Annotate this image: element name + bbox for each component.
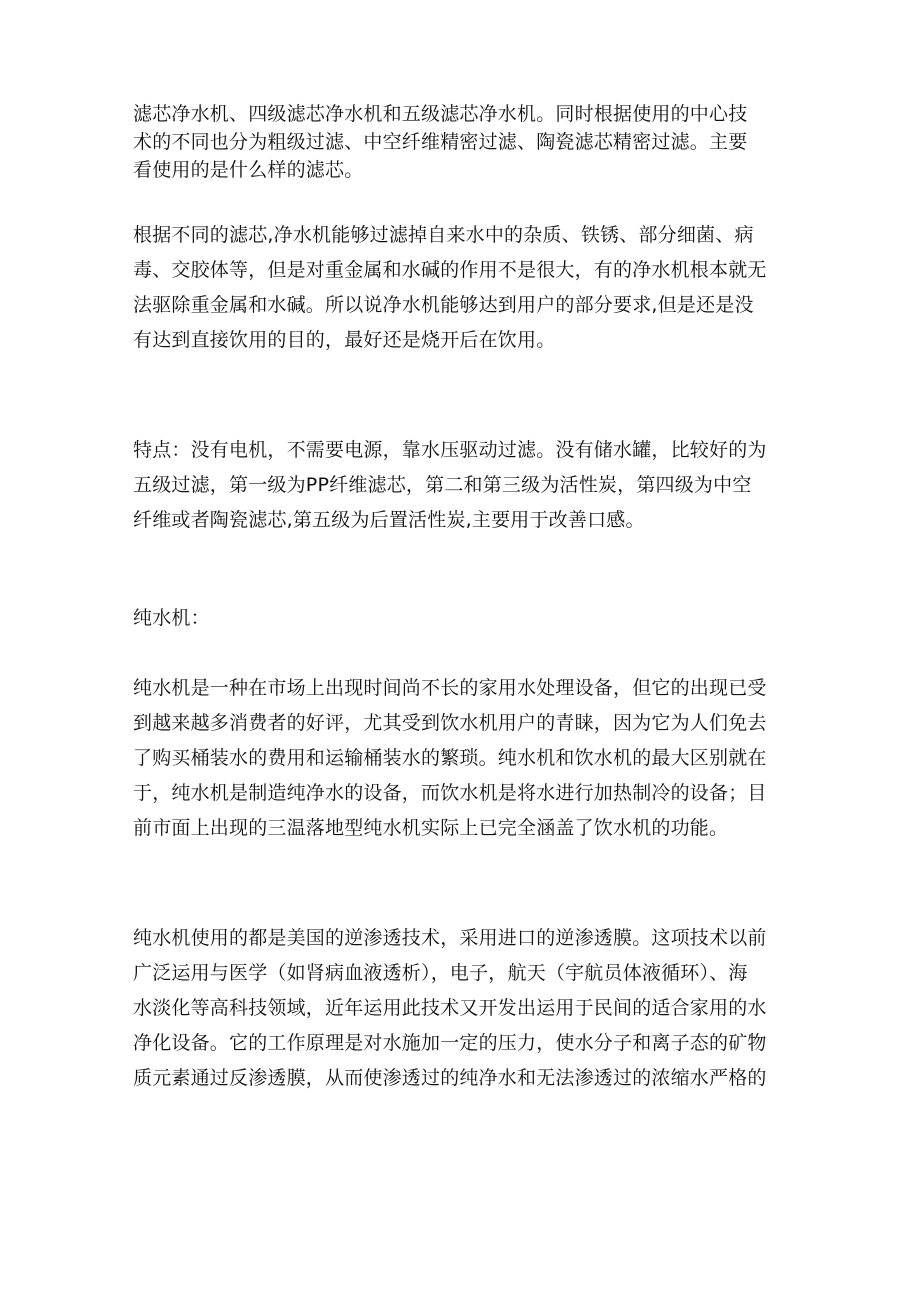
text-line: 水淡化等高科技领域，近年运用此技术又开发出运用于民间的适合家用的水: [133, 997, 767, 1019]
text-line: 到越来越多消费者的好评，尤其受到饮水机用户的青睐，因为它为人们免去: [133, 712, 767, 734]
text-line: 五级过滤，第一级为PP纤维滤芯，第二和第三级为活性炭，第四级为中空: [133, 474, 752, 496]
text-line: 前市面上出现的三温落地型纯水机实际上已完全涵盖了饮水机的功能。: [133, 817, 729, 839]
text-line: 纯水机是一种在市场上出现时间尚不长的家用水处理设备，但它的出现已受: [133, 677, 767, 699]
text-line: 根据不同的滤芯,净水机能够过滤掉自来水中的杂质、铁锈、部分细菌、病: [133, 224, 754, 246]
paragraph-pure-water-intro: [133, 671, 793, 846]
text-line: 净化设备。它的工作原理是对水施加一定的压力，使水分子和离子态的矿物: [133, 1032, 767, 1054]
text-line: 术的不同也分为粗级过滤、中空纤维精密过滤、陶瓷滤芯精密过滤。主要: [133, 131, 748, 153]
paragraph-filter-effects: [133, 218, 793, 358]
paragraph-features: [133, 433, 793, 538]
text-line: 特点：没有电机，不需要电源，靠水压驱动过滤。没有储水罐，比较好的为: [133, 439, 767, 461]
text-line: 纤维或者陶瓷滤芯,第五级为后置活性炭,主要用于改善口感。: [133, 509, 645, 531]
text-line: 滤芯净水机、四级滤芯净水机和五级滤芯净水机。同时根据使用的中心技: [133, 103, 748, 125]
text-line: 于，纯水机是制造纯净水的设备，而饮水机是将水进行加热制冷的设备；目: [133, 782, 767, 804]
paragraph-reverse-osmosis: [133, 921, 793, 1096]
text-line: 纯水机：: [133, 607, 210, 629]
text-line: 了购买桶装水的费用和运输桶装水的繁琐。纯水机和饮水机的最大区别就在: [133, 747, 767, 769]
section-heading-pure-water-machine: [133, 601, 793, 636]
text-line: 看使用的是什么样的滤芯。: [133, 159, 364, 181]
text-line: 广泛运用与医学（如肾病血液透析），电子，航天（宇航员体液循环）、海: [133, 962, 748, 984]
paragraph-filter-types: [133, 100, 793, 184]
text-line: 法驱除重金属和水碱。所以说净水机能够达到用户的部分要求,但是还是没: [133, 294, 754, 316]
text-line: 有达到直接饮用的目的，最好还是烧开后在饮用。: [133, 329, 556, 351]
text-line: 质元素通过反渗透膜，从而使渗透过的纯净水和无法渗透过的浓缩水严格的: [133, 1067, 767, 1089]
text-line: 毒、交胶体等，但是对重金属和水碱的作用不是很大，有的净水机根本就无: [133, 259, 767, 281]
text-line: 纯水机使用的都是美国的逆渗透技术，采用进口的逆渗透膜。这项技术以前: [133, 927, 767, 949]
